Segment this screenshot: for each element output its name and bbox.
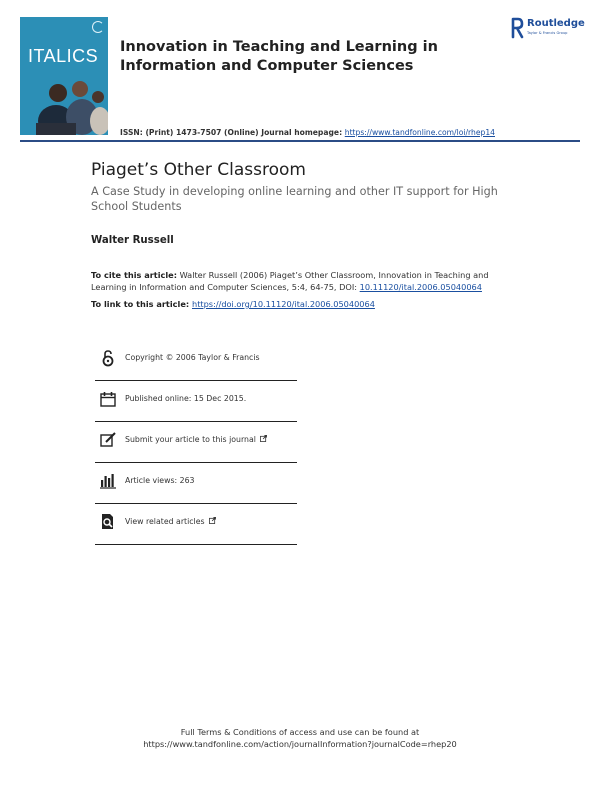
submit-article-link[interactable] — [125, 435, 267, 444]
external-link-icon — [209, 517, 216, 524]
open-access-icon — [99, 349, 117, 367]
link-to-article — [91, 299, 375, 309]
journal-cover — [20, 17, 108, 135]
publisher-tagline: Taylor & Francis Group — [527, 31, 568, 35]
publisher-name: Routledge — [527, 18, 585, 29]
cover-title: ITALICS — [28, 46, 99, 66]
cite-label: To cite this article: — [91, 270, 177, 280]
article-author: Walter Russell — [91, 235, 174, 246]
copyright-row — [95, 345, 297, 386]
published-text: Published online: 15 Dec 2015. — [125, 394, 247, 403]
journal-title: Innovation in Teaching and Learning in Information and Computer Sciences — [120, 39, 438, 74]
article-title: Piaget’s Other Classroom — [91, 160, 306, 180]
related-articles-text: View related articles — [125, 517, 205, 526]
edit-icon — [99, 431, 117, 449]
bar-chart-icon — [99, 472, 117, 490]
row-divider — [95, 380, 297, 381]
footer — [100, 726, 500, 750]
copyright-text: Copyright © 2006 Taylor & Francis — [125, 353, 260, 362]
cite-doi-link[interactable]: 10.11120/ital.2006.05040064 — [359, 282, 482, 292]
published-row — [95, 386, 297, 427]
article-doi-link[interactable]: https://doi.org/10.11120/ital.2006.05040064 — [192, 299, 375, 309]
routledge-r-icon — [510, 17, 524, 39]
row-divider — [95, 462, 297, 463]
footer-terms-text: Full Terms & Conditions of access and use can be found at — [180, 727, 420, 737]
footer-terms-link[interactable]: https://www.tandfonline.com/action/journalInformation?journalCode=rhep20 — [143, 739, 457, 749]
header-divider — [20, 140, 580, 142]
related-articles-row[interactable] — [95, 509, 297, 550]
row-divider — [95, 544, 297, 545]
journal-homepage-link[interactable]: https://www.tandfonline.com/loi/rhep14 — [344, 128, 495, 137]
row-divider — [95, 421, 297, 422]
external-link-icon — [260, 435, 267, 442]
article-views-text: Article views: 263 — [125, 476, 195, 485]
submit-article-text: Submit your article to this journal — [125, 435, 256, 444]
row-divider — [95, 503, 297, 504]
article-views-row — [95, 468, 297, 509]
article-subtitle: A Case Study in developing online learning and other IT support for High School Students — [91, 185, 498, 213]
link-label: To link to this article: — [91, 299, 192, 309]
cover-logo-icon — [92, 21, 104, 33]
cover-photo — [32, 75, 108, 135]
issn-line — [120, 128, 495, 137]
related-articles-link[interactable] — [125, 517, 216, 526]
search-document-icon — [99, 513, 117, 531]
calendar-icon — [99, 390, 117, 408]
issn-text: ISSN: (Print) 1473-7507 (Online) Journal homepage: — [120, 128, 345, 137]
cite-text: Walter Russell (2006) Piaget’s Other Classroom, Innovation in Teaching and Learning in Information and Computer Sciences, 5:4, 64-75, DOI: — [91, 270, 489, 292]
citation — [91, 269, 511, 293]
submit-article-row[interactable] — [95, 427, 297, 468]
